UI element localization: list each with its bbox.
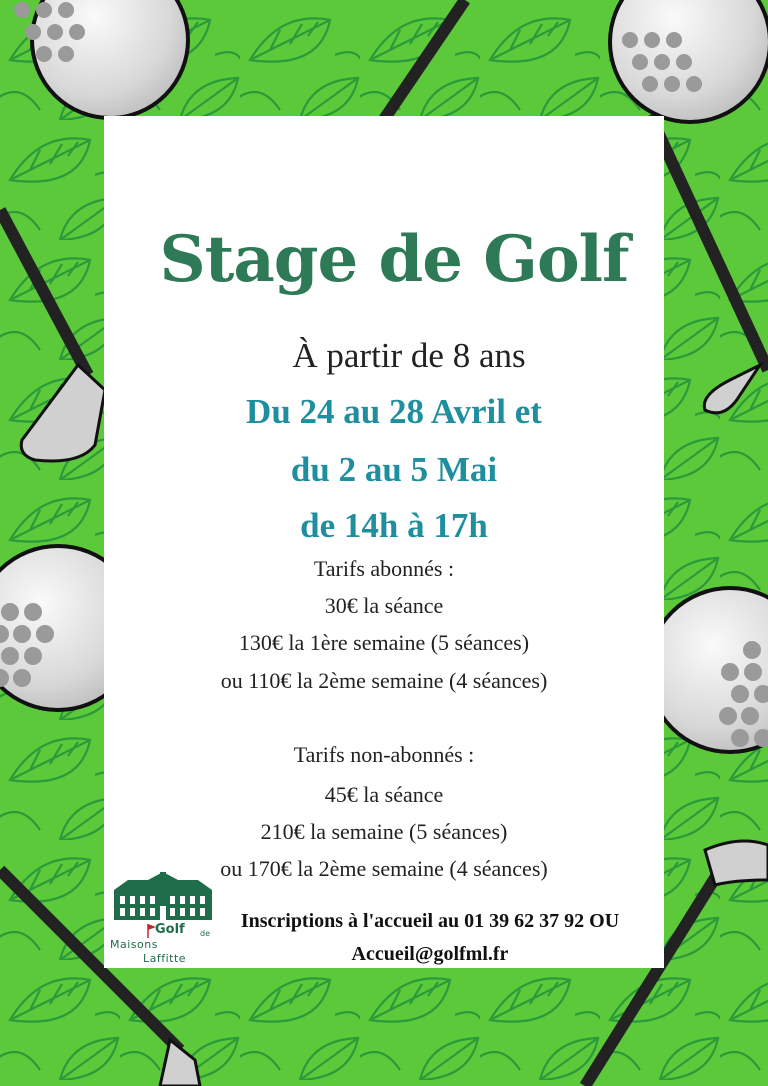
age-requirement: À partir de 8 ans (292, 336, 526, 375)
page-title: Stage de Golf (159, 222, 629, 297)
logo-maisons-text: Maisons (110, 938, 158, 951)
logo-golf-text: Golf (155, 922, 185, 937)
members-heading: Tarifs abonnés : (313, 556, 455, 581)
members-price: 30€ la séance (324, 593, 444, 618)
logo-laffitte-text: Laffitte (143, 952, 187, 965)
registration-info: Inscriptions à l'accueil au 01 39 62 37 92 OU (240, 910, 620, 932)
dates-line: Du 24 au 28 Avril et (246, 392, 542, 431)
email-link[interactable]: Accueil@golfml.fr (351, 943, 509, 965)
non-members-price: 210€ la semaine (5 séances) (260, 819, 508, 844)
logo-de-text: de (200, 929, 210, 938)
time-range: de 14h à 17h (300, 506, 488, 545)
members-price: 130€ la 1ère semaine (5 séances) (238, 630, 530, 655)
non-members-heading: Tarifs non-abonnés : (293, 742, 475, 767)
non-members-price: ou 170€ la 2ème semaine (4 séances) (220, 856, 548, 881)
dates-line: du 2 au 5 Mai (290, 450, 498, 489)
non-members-price: 45€ la séance (324, 782, 444, 807)
members-price: ou 110€ la 2ème semaine (4 séances) (220, 668, 548, 693)
